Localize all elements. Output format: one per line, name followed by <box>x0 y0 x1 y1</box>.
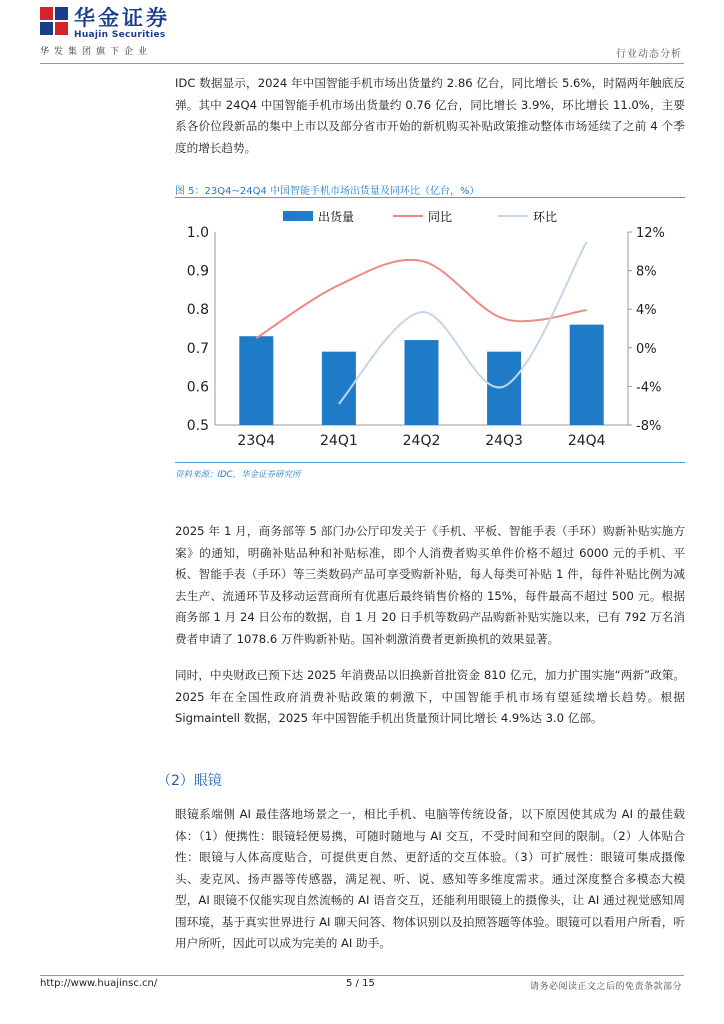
paragraph-subsidy-policy: 2025 年 1 月，商务部等 5 部门办公厅印发关于《手机、平板、智能手表（手环）购新补贴实施方案》的通知，明确补贴品种和补贴标准，即个人消费者购买单件价格不超过 6000 元的手机、平板、智能手表（手环）等三类数码产品可享受购新补贴，每人每类可补贴 1 件，每件补贴比例为减去生产、流通环节及移动运营商所有优惠后最终销售价格的 15%，每件最高不超过 500 元。根据商务部 1 月 24 日公布的数据，自 1 月 20 日手机等数码产品购新补贴实施以来，已有 792 万名消费者申请了 1078.6 万件购新补贴。国补刺激消费者更新换机的效果显著。 <box>175 524 685 646</box>
figure-top-rule <box>175 197 685 198</box>
footer-divider <box>40 975 684 976</box>
right-axis-ticks <box>628 226 665 434</box>
category-label: 24Q4 <box>567 433 606 449</box>
paragraph-ai-glasses: 眼镜系端侧 AI 最佳落地场景之一，相比手机、电脑等传统设备，以下原因使其成为 AI 的最佳载体：（1）便携性：眼镜轻便易携，可随时随地与 AI 交互，不受时间和空间的限制。（2）人体贴合性：眼镜与人体高度贴合，可提供更自然、更舒适的交互体验。（3）可扩展性：眼镜可集成摄像头、麦克风、扬声器等传感器，满足视、听、说、感知等多维度需求。通过深度整合多模态大模型，AI 眼镜不仅能实现自然流畅的 AI 语音交互，还能利用眼镜上的摄像头，让 AI 通过视觉感知周围环境，基于真实世界进行 AI 聊天问答、物体识别以及拍照答题等体验。眼镜可以看用户所看，听用户所听，因此可以成为完美的 AI 助手。 <box>175 807 685 950</box>
footer-website-link[interactable]: http://www.huajinsc.cn/ <box>40 978 158 989</box>
company-name-en: Huajin Securities <box>74 30 166 40</box>
legend-label-yoy: 同比 <box>428 210 453 224</box>
shipment-bar <box>487 352 521 425</box>
report-type-label: 行业动态分析 <box>616 49 682 60</box>
parent-group-tagline: 华发集团旗下企业 <box>40 47 153 57</box>
legend-label-qoq: 环比 <box>533 210 558 224</box>
chart-legend <box>283 209 557 224</box>
company-logo-mark <box>40 7 68 35</box>
left-axis-ticks <box>187 225 209 434</box>
section-heading-glasses: （2）眼镜 <box>157 773 222 789</box>
legend-swatch-shipments <box>283 211 313 221</box>
left-axis-tick-label: 0.6 <box>186 379 209 396</box>
category-label: 24Q3 <box>485 433 523 449</box>
right-axis-tick-label: 4% <box>636 303 657 319</box>
right-axis-tick-label: -8% <box>636 419 662 434</box>
category-label: 23Q4 <box>237 433 276 449</box>
figure-source: 资料来源：IDC，华金证券研究所 <box>175 470 301 480</box>
right-axis-tick-label: 12% <box>636 226 665 241</box>
legend-label-shipments: 出货量 <box>318 210 355 224</box>
category-label: 24Q2 <box>402 433 441 449</box>
right-axis-tick-label: 0% <box>636 341 657 357</box>
shipment-bar <box>570 325 604 425</box>
left-axis-tick-label: 0.7 <box>186 340 209 357</box>
paragraph-2025-outlook: 同时，中央财政已预下达 2025 年消费品以旧换新首批资金 810 亿元，加力扩围实施“两新”政策。2025 年在全国性政府消费补贴政策的刺激下，中国智能手机市场有望延续增长趋势。根据 Sigmaintell 数据，2025 年中国智能手机出货量预计同比增长 4.9%达 3.0 亿部。 <box>175 668 685 725</box>
figure-title: 图 5：23Q4~24Q4 中国智能手机市场出货量及同环比（亿台，%） <box>175 186 480 197</box>
left-axis-tick-label: 0.8 <box>186 302 209 319</box>
yoy-growth-line <box>256 260 586 338</box>
qoq-growth-line <box>339 242 587 404</box>
category-labels <box>237 433 605 449</box>
company-name-cn: 华金证券 <box>74 6 170 30</box>
left-axis-tick-label: 0.5 <box>186 418 209 434</box>
paragraph-idc-shipments: IDC 数据显示，2024 年中国智能手机市场出货量约 2.86 亿台，同比增长 5.6%，时隔两年触底反弹。其中 24Q4 中国智能手机市场出货量约 0.76 亿台，同比增长 3.9%，环比增长 11.0%，主要系各价位段新品的集中上市以及部分省市开始的新机购买补贴政策推动整体市场延续了之前 4 个季度的增长趋势。 <box>175 76 685 155</box>
left-axis-tick-label: 0.9 <box>186 263 209 280</box>
shipment-bars <box>239 325 603 425</box>
left-axis-tick-label: 1.0 <box>186 225 209 241</box>
figure-bottom-rule <box>175 462 685 463</box>
footer-disclaimer: 请务必阅读正文之后的免责条款部分 <box>529 982 682 992</box>
shipment-bar <box>405 340 439 425</box>
shipment-chart <box>175 200 685 460</box>
footer-page-number: 5 / 15 <box>346 978 375 989</box>
category-label: 24Q1 <box>320 433 358 449</box>
header-divider <box>40 63 684 64</box>
right-axis-tick-label: -4% <box>636 380 662 396</box>
right-axis-tick-label: 8% <box>636 264 657 280</box>
shipment-bar <box>239 336 273 425</box>
